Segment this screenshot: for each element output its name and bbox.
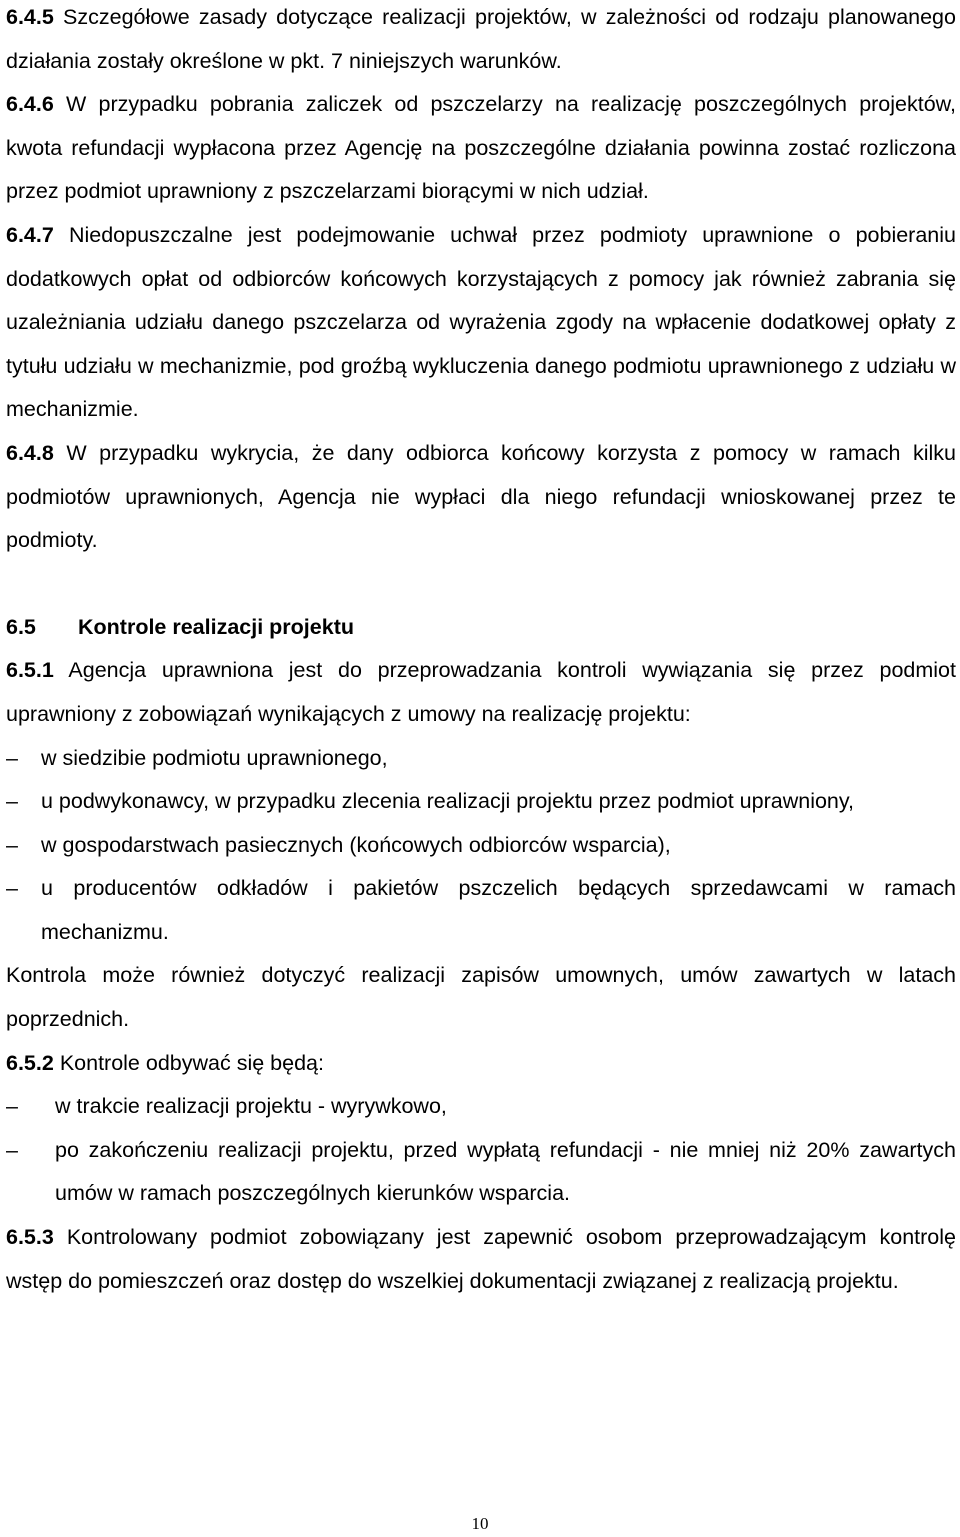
control-timing-list	[6, 1085, 956, 1216]
paragraph-6-4-8	[6, 432, 956, 563]
paragraph-text: W przypadku wykrycia, że dany odbiorca końcowy korzysta z pomocy w ramach kilku podmiotów uprawnionych, Agencja nie wypłaci dla niego refundacji wnioskowanej przez te podmioty.	[6, 440, 956, 553]
section-heading-6-5	[6, 606, 956, 650]
list-item	[6, 867, 956, 954]
control-locations-list	[6, 737, 956, 955]
paragraph-number: 6.4.5	[6, 5, 54, 29]
paragraph-6-4-7	[6, 214, 956, 432]
list-item	[6, 1129, 956, 1216]
section-title: Kontrole realizacji projektu	[78, 614, 354, 639]
paragraph-6-4-5	[6, 0, 956, 83]
paragraph-text: Kontrola może również dotyczyć realizacji zapisów umownych, umów zawartych w latach poprzednich.	[6, 963, 956, 1032]
dash-bullet: –	[6, 1137, 18, 1162]
dash-bullet: –	[6, 1094, 18, 1119]
list-item-text: u podwykonawcy, w przypadku zlecenia realizacji projektu przez podmiot uprawniony,	[41, 789, 855, 814]
paragraph-6-4-6	[6, 83, 956, 214]
dash-bullet: –	[6, 789, 18, 814]
list-item	[6, 1085, 956, 1129]
paragraph-text: W przypadku pobrania zaliczek od pszczelarzy na realizację poszczególnych projektów, kwota refundacji wypłacona przez Agencję na poszczególne działania powinna zostać rozliczona przez podmiot uprawniony z pszczelarzami biorącymi w nich udział.	[6, 92, 956, 204]
list-item-text: u producentów odkładów i pakietów pszczelich będących sprzedawcami w ramach mechanizmu.	[41, 876, 956, 944]
paragraph-6-5-1-continuation	[6, 954, 956, 1041]
paragraph-number: 6.5.1	[6, 658, 54, 683]
list-item	[6, 737, 956, 781]
paragraph-6-5-2	[6, 1042, 956, 1086]
list-item-text: po zakończeniu realizacji projektu, przed wypłatą refundacji - nie mniej niż 20% zawartych umów w ramach poszczególnych kierunków wsparcia.	[55, 1137, 956, 1206]
list-item	[6, 824, 956, 868]
paragraph-6-5-3	[6, 1216, 956, 1303]
paragraph-number: 6.5.3	[6, 1225, 54, 1250]
list-item-text: w trakcie realizacji projektu - wyrywkowo,	[55, 1094, 447, 1119]
paragraph-number: 6.4.6	[6, 92, 54, 117]
list-item-text: w gospodarstwach pasiecznych (końcowych odbiorców wsparcia),	[41, 832, 671, 857]
paragraph-text: Agencja uprawniona jest do przeprowadzania kontroli wywiązania się przez podmiot uprawniony z zobowiązań wynikających z umowy na realizację projektu:	[6, 658, 956, 726]
paragraph-6-5-1	[6, 649, 956, 736]
list-item	[6, 780, 956, 824]
paragraph-number: 6.5.2	[6, 1050, 54, 1075]
document-page	[6, 0, 956, 1303]
dash-bullet: –	[6, 832, 18, 857]
section-number: 6.5	[6, 614, 36, 639]
paragraph-text: Szczegółowe zasady dotyczące realizacji projektów, w zależności od rodzaju planowanego działania zostały określone w pkt. 7 niniejszych warunków.	[6, 5, 956, 73]
paragraph-text: Kontrolowany podmiot zobowiązany jest zapewnić osobom przeprowadzającym kontrolę wstęp do pomieszczeń oraz dostęp do wszelkiej dokumentacji związanej z realizacją projektu.	[6, 1225, 956, 1293]
paragraph-number: 6.4.8	[6, 440, 54, 465]
dash-bullet: –	[6, 876, 18, 901]
dash-bullet: –	[6, 745, 18, 770]
paragraph-text: Kontrole odbywać się będą:	[59, 1050, 324, 1075]
page-number: 10	[471, 1514, 489, 1533]
paragraph-text: Niedopuszczalne jest podejmowanie uchwał przez podmioty uprawnione o pobieraniu dodatkowych opłat od odbiorców końcowych korzystających z pomocy jak również zabrania się uzależniania udziału danego pszczelarza od wyrażenia zgody na wpłacenie dodatkowej opłaty z tytułu udziału w mechanizmie, pod groźbą wykluczenia danego podmiotu uprawnionego z udziału w mechanizmie.	[6, 222, 956, 422]
list-item-text: w siedzibie podmiotu uprawnionego,	[41, 745, 388, 770]
paragraph-number: 6.4.7	[6, 222, 54, 247]
